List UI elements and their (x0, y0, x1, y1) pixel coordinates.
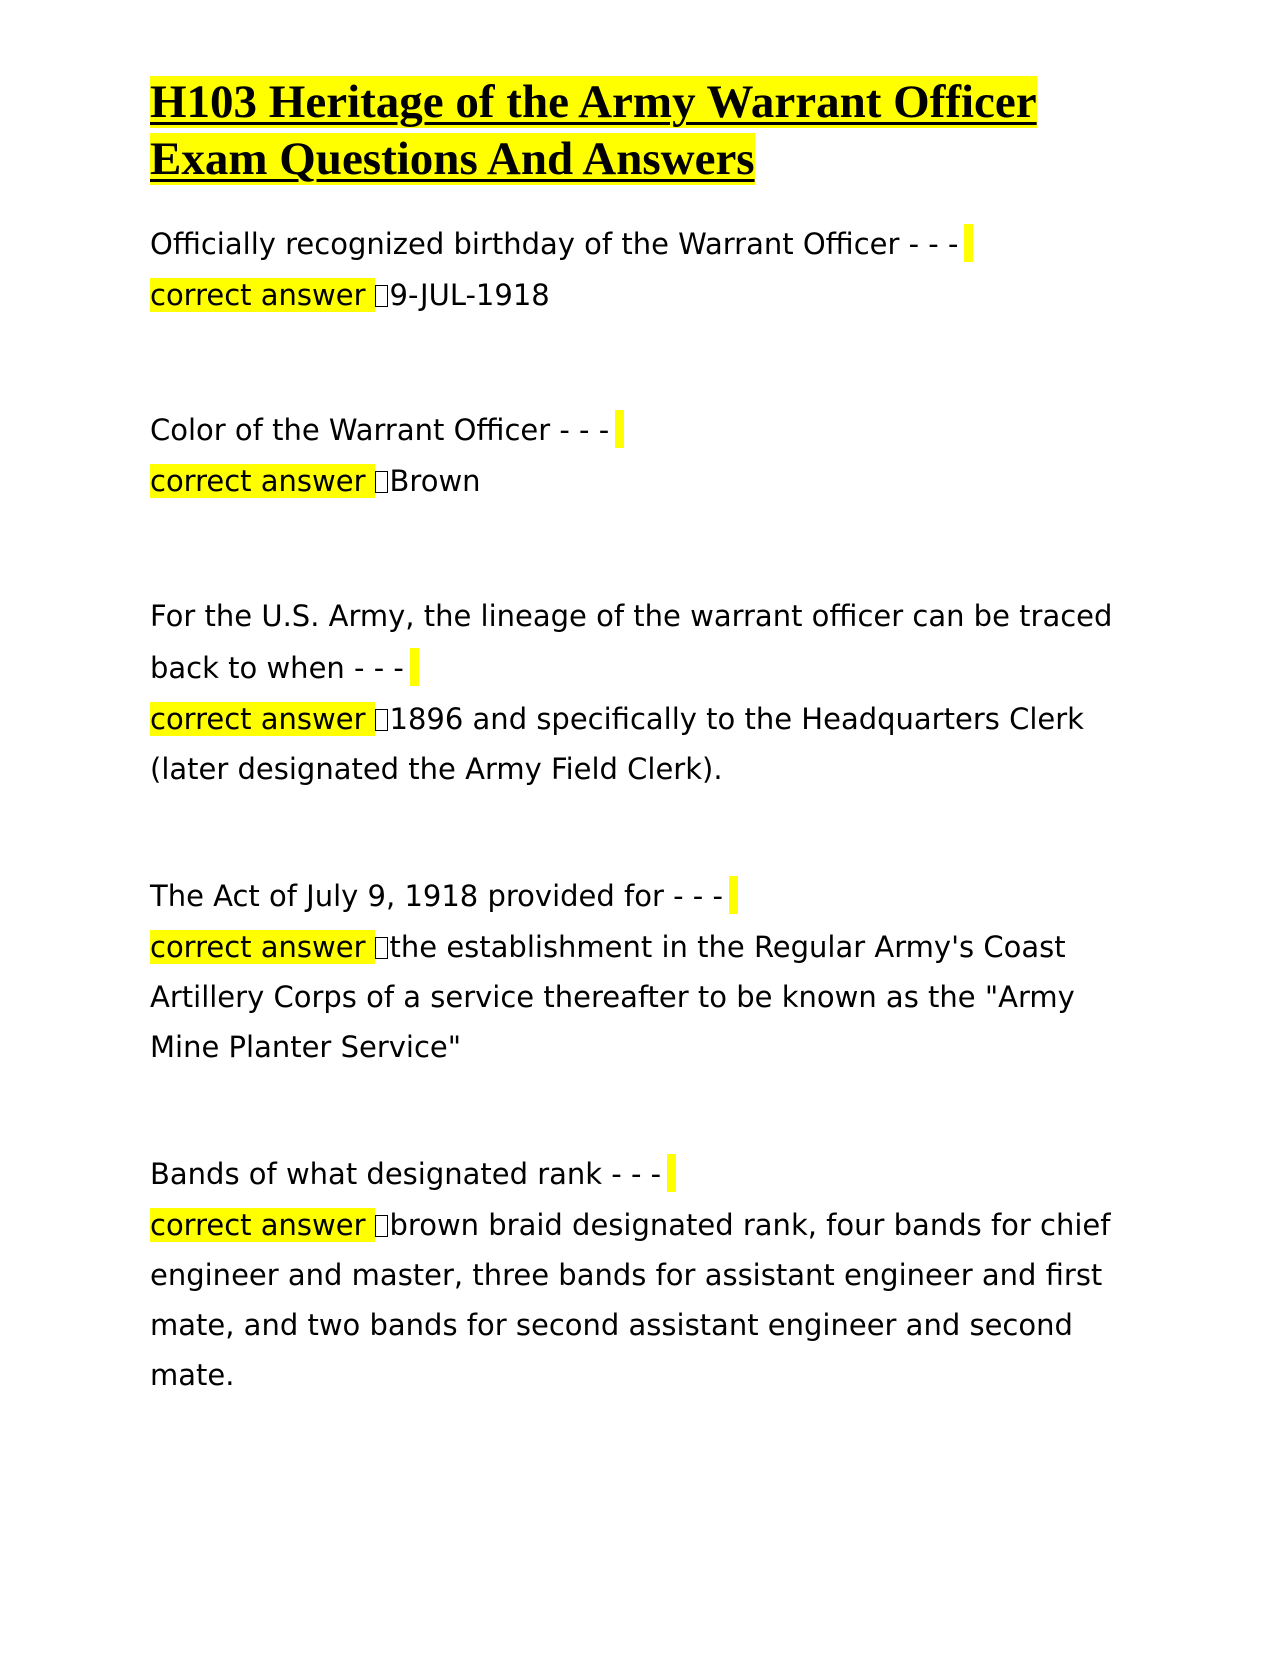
answer (150, 1200, 1125, 1400)
answer-text: Brown (389, 464, 481, 498)
highlight-marker (667, 1154, 676, 1192)
answer-text: 1896 and specifically to the Headquarters Clerk (later designated the Army Field Clerk). (150, 702, 1084, 786)
answer-text: 9-JUL-1918 (389, 278, 550, 312)
highlight-marker (964, 224, 973, 262)
qa-item-2 (150, 404, 1125, 506)
qa-item-1 (150, 218, 1125, 320)
answer-label: correct answer (150, 1208, 375, 1242)
answer (150, 694, 1125, 794)
question (150, 1148, 1125, 1200)
answer (150, 456, 1125, 506)
answer (150, 922, 1125, 1072)
question-text: Officially recognized birthday of the Warrant Officer - - - (150, 227, 959, 261)
answer-label: correct answer (150, 464, 375, 498)
answer-label: correct answer (150, 702, 375, 736)
answer-text: brown braid designated rank, four bands for chief engineer and master, three bands for assistant engineer and first mate, and two bands for second assistant engineer and second mate. (150, 1208, 1111, 1392)
qa-item-4 (150, 870, 1125, 1072)
question (150, 218, 1125, 270)
answer-label: correct answer (150, 278, 375, 312)
qa-item-3 (150, 590, 1125, 794)
question (150, 404, 1125, 456)
question-text: Bands of what designated rank - - - (150, 1157, 662, 1191)
question (150, 870, 1125, 922)
question (150, 590, 1125, 694)
question-text: The Act of July 9, 1918 provided for - - - (150, 879, 723, 913)
missing-glyph-icon (375, 471, 388, 493)
answer-text: the establishment in the Regular Army's Coast Artillery Corps of a service thereafter to be known as the "Army Mine Planter Service" (150, 930, 1075, 1064)
highlight-marker (729, 876, 738, 914)
qa-list (150, 218, 1125, 1400)
missing-glyph-icon (375, 285, 388, 307)
title-highlight: H103 Heritage of the Army Warrant Officer Exam Questions And Answers (150, 76, 1037, 185)
highlight-marker (410, 648, 419, 686)
missing-glyph-icon (375, 937, 388, 959)
missing-glyph-icon (375, 1215, 388, 1237)
question-text: Color of the Warrant Officer - - - (150, 413, 610, 447)
document-title (150, 74, 1130, 188)
answer (150, 270, 1125, 320)
answer-label: correct answer (150, 930, 375, 964)
missing-glyph-icon (375, 709, 388, 731)
qa-item-5 (150, 1148, 1125, 1400)
question-text: For the U.S. Army, the lineage of the warrant officer can be traced back to when - - - (150, 599, 1113, 685)
highlight-marker (615, 410, 624, 448)
